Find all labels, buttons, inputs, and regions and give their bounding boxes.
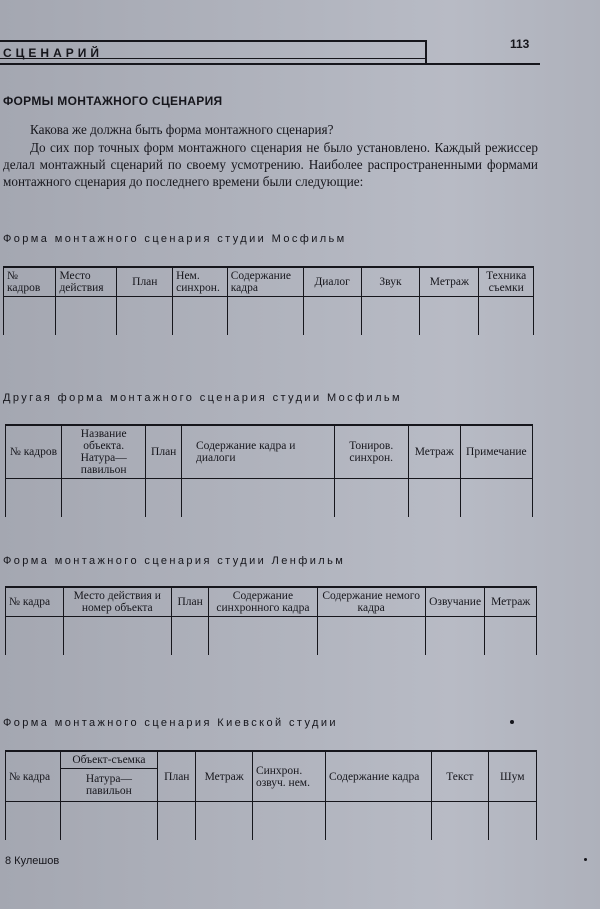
column-header: Содержание немого кадра bbox=[317, 587, 425, 617]
column-header: Шум bbox=[488, 751, 536, 802]
column-header: Содержание кадра и диалоги bbox=[181, 425, 334, 479]
column-header: № кадров bbox=[6, 425, 62, 479]
column-header: Метраж bbox=[408, 425, 460, 479]
table-row bbox=[4, 297, 534, 336]
column-header: Метраж bbox=[420, 267, 479, 297]
table-row bbox=[6, 479, 533, 518]
column-header: Натура— павильон bbox=[60, 769, 158, 802]
form-table-2 bbox=[5, 424, 533, 517]
column-header: Название объекта. Натура— павильон bbox=[61, 425, 145, 479]
column-header: Диалог bbox=[303, 267, 361, 297]
column-header: Объект-съемка bbox=[60, 751, 158, 769]
column-header: Озвучание bbox=[425, 587, 485, 617]
form-table-3 bbox=[5, 586, 537, 655]
column-header: № кадров bbox=[4, 267, 56, 297]
section-title: ФОРМЫ МОНТАЖНОГО СЦЕНАРИЯ bbox=[3, 94, 223, 108]
table-row bbox=[6, 617, 537, 656]
column-header: № кадра bbox=[6, 587, 64, 617]
column-header: Синхрон. озвуч. нем. bbox=[252, 751, 325, 802]
form-caption-4: Форма монтажного сценария Киевской студии bbox=[3, 717, 338, 729]
column-header: Техника съемки bbox=[479, 267, 534, 297]
running-title: СЦЕНАРИЙ bbox=[3, 46, 104, 60]
form-table-4 bbox=[5, 750, 537, 840]
footer-signature: 8 Кулешов bbox=[5, 855, 60, 867]
column-header: Содержание кадра bbox=[227, 267, 303, 297]
ink-speck bbox=[510, 720, 514, 724]
paragraph-2: До сих пор точных форм монтажного сценария не было установлено. Каждый режиссер делал монтажный сценарий по своему усмотрению. Наиболее распространенными формами монтажного сценария до последнего времени были следующие: bbox=[3, 140, 538, 189]
form-table-1 bbox=[3, 266, 534, 335]
column-header: План bbox=[171, 587, 208, 617]
form-caption-3: Форма монтажного сценария студии Ленфильм bbox=[3, 555, 346, 567]
column-header: Содержание кадра bbox=[326, 751, 432, 802]
table-row bbox=[6, 802, 537, 841]
header-rule-vertical bbox=[425, 40, 427, 65]
form-caption-2: Другая форма монтажного сценария студии Мосфильм bbox=[3, 392, 402, 404]
form-caption-1: Форма монтажного сценария студии Мосфильм bbox=[3, 233, 347, 245]
column-header: Метраж bbox=[196, 751, 253, 802]
column-header: Нем. синхрон. bbox=[173, 267, 228, 297]
ink-speck bbox=[584, 858, 587, 861]
page-number: 113 bbox=[510, 37, 530, 51]
column-header: План bbox=[146, 425, 182, 479]
column-header: Текст bbox=[431, 751, 488, 802]
column-header: Метраж bbox=[485, 587, 537, 617]
header-rule-top bbox=[0, 40, 425, 42]
column-header: Содержание синхронного кадра bbox=[209, 587, 317, 617]
paragraph-1: Какова же должна быть форма монтажного сценария? bbox=[30, 122, 334, 137]
column-header: Звук bbox=[361, 267, 420, 297]
column-header: План bbox=[158, 751, 196, 802]
column-header: Место действия и номер объекта bbox=[63, 587, 171, 617]
column-header: Примечание bbox=[460, 425, 532, 479]
column-header: Тониров. синхрон. bbox=[334, 425, 408, 479]
header-rule-bottom bbox=[0, 63, 540, 65]
column-header: План bbox=[117, 267, 173, 297]
column-header: № кадра bbox=[6, 751, 61, 802]
column-header: Место действия bbox=[56, 267, 117, 297]
